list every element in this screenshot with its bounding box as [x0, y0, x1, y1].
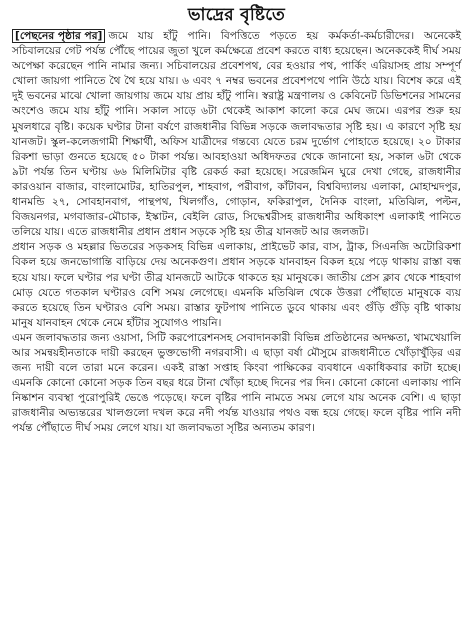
article-paragraph-3: এমন জলাবদ্ধতার জন্য ওয়াসা, সিটি করপোরেশনসহ সেবাদানকারী বিভিন্ন প্রতিষ্ঠানের অদক্ষতা, খামখেয়ালি আর সমন্বয়হীনতাকে দায়ী করছেন ভুক্তভোগী নগরবাসী। এ ছাড়া বর্ষা মৌসুমে রাজধানীতে খোঁড়াখুঁড়ির এর জন্য দায়ী বলে তারা মনে করেন। একই রাস্তা সপ্তাহ কিংবা পাক্ষিকের ব্যবধানে একাধিকবার কাটা হচ্ছে। এমনকি কোনো কোনো সড়ক তিন বছর ধরে টানা খোঁড়া হচ্ছে দিনের পর দিন। কোনো কোনো এলাকায় পানি নিষ্কাশন ব্যবস্থা পুরোপুরিই ভেঙে পড়েছে। ফলে বৃষ্টির পানি নামতে সময় লেগে যায় অনেক বেশি। এ ছাড়া রাজধানীর অভ্যন্তরের খালগুলো দখল করে নদী পর্যন্ত যাওয়ার পথও বন্ধ হয়ে গেছে। ফলে বৃষ্টির পানি নদী পর্যন্ত পৌঁছাতে দীর্ঘ সময় লেগে যায়। যা জলাবদ্ধতা সৃষ্টির অন্যতম কারণ। — [12, 331, 461, 435]
paragraph-1-text: জমে যায় হাঁটু পানি। বিপত্তিতে পড়তে হয় কর্মকর্তা-কর্মচারীদের। অনেকেই সচিবালয়ের গেট পর্যন্ত পৌঁছে পায়ের জুতা খুলে কর্মক্ষেত্রে প্রবেশ করতে বাধ্য হয়েছেন। অনেককেই দীর্ঘ সময় অপেক্ষা করেছেন পানি নামার জন্য। সচিবালয়ের প্রবেশপথ, বের হওয়ার পথ, পার্কিং এরিয়াসহ প্রায় সম্পূর্ণ খোলা জায়গা পানিতে থৈ থৈ হয়ে যায়। ৬ এবং ৭ নম্বর ভবনের প্রবেশপথে পানি উঠে যায়। বিশেষ করে এই দুই ভবনের মাঝে খোলা জায়গায় জমে যায় প্রায় হাঁটু পানি। স্বরাষ্ট্র মন্ত্রণালয় ও কেবিনেট ডিভিশনের সামনের অংশেও জমে যায় হাঁটু পানি। সকাল সাড়ে ৬টা থেকেই আকাশ কালো করে মেঘ জমে। এরপর শুরু হয় মুষলধারে বৃষ্টি। কয়েক ঘণ্টার টানা বর্ষণে রাজধানীর বিভিন্ন সড়কে জলাবদ্ধতার সৃষ্টি হয়। এ কারণে সৃষ্টি হয় যানজট। স্কুল-কলেজগামী শিক্ষার্থী, অফিস যাত্রীদের গন্তব্যে যেতে চরম দুর্ভোগ পোহাতে হয়েছে। ২০ টাকার রিকশা ভাড়া গুনতে হয়েছে ৫০ টাকা পর্যন্ত। আবহাওয়া অধিদফতর থেকে জানানো হয়, সকাল ৬টা থেকে ৯টা পর্যন্ত তিন ঘণ্টায় ৬৬ মিলিমিটার বৃষ্টি রেকর্ড করা হয়েছে। সরেজমিন ঘুরে দেখা গেছে, রাজধানীর কারওয়ান বাজার, বাংলামোটর, হাতিরপুল, শাহবাগ, পরীবাগ, কাঁটাবন, বিশ্ববিদ্যালয় এলাকা, মোহাম্মদপুর, ধানমন্ডি ২৭, সোবহানবাগ, পান্থপথ, খিলগাঁও, গোড়ান, ফকিরাপুল, দৈনিক বাংলা, মতিঝিল, পল্টন, বিজয়নগর, মগবাজার-মৌচাক, ইস্কাটন, বেইলি রোড, সিদ্ধেশ্বরীসহ রাজধানীর অধিকাংশ এলাকাই পানিতে তলিয়ে যায়। এতে রাজধানীর প্রধান প্রধান সড়কে সৃষ্টি হয় তীব্র যানজট আর জলজট। — [12, 30, 461, 239]
article-body — [12, 29, 461, 437]
article-paragraph-2: প্রধান সড়ক ও মহল্লার ভিতরের সড়কসহ বিভিন্ন এলাকায়, প্রাইভেট কার, বাস, ট্রাক, সিএনজি অটোরিকশা বিকল হয়ে জনভোগান্তি বাড়িয়ে দেয় অনেকগুণ। প্রধান সড়কে যানবাহন বিকল হয়ে পড়ে থাকায় রাস্তা বন্ধ হয়ে যায়। ফলে ঘণ্টার পর ঘণ্টা তীব্র যানজটে আটকে থাকতে হয় মানুষকে। জাতীয় প্রেস ক্লাব থেকে শাহবাগ মোড় যেতে গতকাল ঘণ্টারও বেশি সময় লেগেছে। এমনকি মতিঝিল থেকে উত্তরা পৌঁছাতে মানুষকে ব্যয় করতে হয়েছে তিন ঘণ্টারও বেশি সময়। রাস্তার ফুটপাথ পানিতে ডুবে থাকায় এবং গুঁড়ি গুঁড়ি বৃষ্টি থাকায় মানুষ যানবাহন থেকে নেমে হাঁটার সুযোগও পায়নি। — [12, 241, 461, 329]
article-headline: ভাদ্রের বৃষ্টিতে — [187, 5, 286, 25]
continued-from-tag: [পেছনের পৃষ্ঠার পর] — [12, 29, 105, 43]
article-paragraph-1 — [12, 29, 461, 240]
